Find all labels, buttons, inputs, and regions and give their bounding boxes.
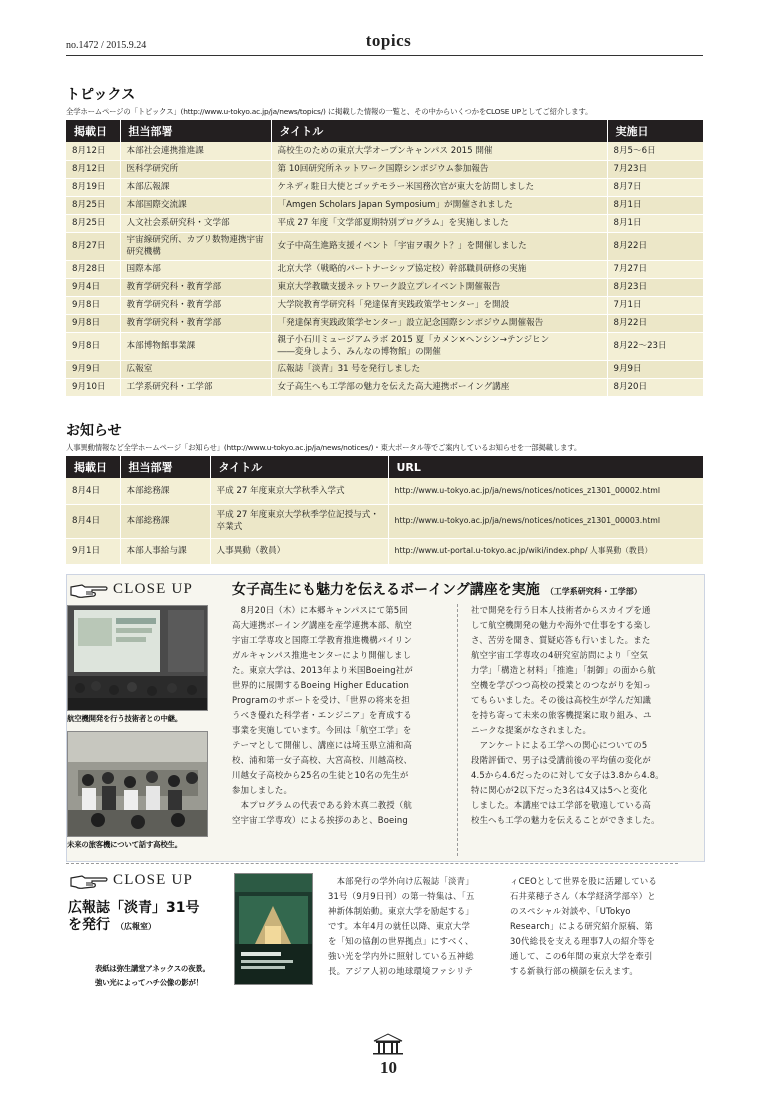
row-dept: 本部博物館事業課 [120,332,271,360]
row-dept: 教育学研究科・教育学部 [120,314,271,332]
row-event-date: 7月27日 [607,260,703,278]
table-row [66,160,703,178]
row-title: 東京大学教職支援ネットワーク設立プレイベント開催報告 [271,278,607,296]
row-date: 9月4日 [66,278,120,296]
topics-table-body [66,142,703,396]
row-date: 8月25日 [66,196,120,214]
row-dept: 宇宙線研究所、カブリ数物連携宇宙研究機構 [120,232,271,260]
photo1-caption: 航空機開発を行う技術者との中継。 [67,714,183,723]
page-number: 10 [380,1058,397,1077]
row-event-date: 8月1日 [607,196,703,214]
row-dept: 教育学研究科・教育学部 [120,296,271,314]
notices-table [66,456,703,565]
col-header-title: タイトル [210,456,388,478]
table-row [66,538,703,564]
lecture-hall-photo [67,605,208,711]
row-title: 平成 27 年度東京大学秋季学位記授与式・卒業式 [210,504,388,538]
row-title: 親子小石川ミュージアムラボ 2015 夏「カメン×ヘンシン→テンジヒン ――変身しよう、みんなの博物館」の開催 [271,332,607,360]
notices-table-body [66,478,703,564]
closeup-headline-dept: （工学系研究科・工学部） [545,587,642,596]
row-date: 8月4日 [66,504,120,538]
row-event-date: 9月9日 [607,360,703,378]
closeup2-column-2: ィCEOとして世界を股に活躍している 石井菜穂子さん（本学経済学部卒）と のスペシャル対談や、「UTokyo Research」による研究紹介原稿、第 30代総長を支える理事7人の紹介等を 通して、この6年間の東京大学を牽引 する新執行部の横顔を伝えます。 [510,876,657,976]
table-row [66,232,703,260]
table-row [66,278,703,296]
notices-title: お知らせ [66,423,122,439]
table-row [66,360,703,378]
row-url-link[interactable]: http://www.u-tokyo.ac.jp/ja/news/notices/notices_z1301_00003.html [388,504,703,538]
header-rule [66,55,703,56]
col-header-url: URL [388,456,703,478]
row-date: 8月27日 [66,232,120,260]
row-date: 9月9日 [66,360,120,378]
table-row [66,178,703,196]
gate-emblem-icon [370,1031,406,1055]
closeup1-column-2: 社で開発を行う日本人技術者からスカイプを通 して航空機開発の魅力や海外で仕事をする楽し さ、苦労を聞き、質疑応答も行いました。また 航空宇宙工学専攻の4研究室訪問により「空気 力学」「構造と材料」「推進」「制御」の面から航 空機を学びつつ高校の授業とのつながりを知っ てもらいました。その後は高校生が学んだ知識 を持ち寄って未来の旅客機提案に取り組み、ユ ニークな提案がなされました。 アンケートによる工学への関心についての5 段階評価で、男子は受講前後の平均値の変化が 4.5から4.6だったのに対して女子は3.8から4.8。 特に関心が2以下だった3名は4又は5へと変化 しました。本講座では工学部を敬遠している高 校生へも工学の魅力を伝えることができました。 [471,605,664,825]
row-url-link[interactable]: http://www.u-tokyo.ac.jp/ja/news/notices/notices_z1301_00002.html [388,478,703,504]
row-url-link[interactable]: http://www.ut-portal.u-tokyo.ac.jp/wiki/index.php/ 人事異動（教員） [388,538,703,564]
closeup-label: CLOSE UP [113,581,194,597]
magazine-title-line1: 広報誌「淡青」31号 [68,900,200,916]
row-title: 平成 27 年度東京大学秋季入学式 [210,478,388,504]
col-header-title: タイトル [271,120,607,142]
row-event-date: 7月1日 [607,296,703,314]
magazine-title-dept: （広報室） [116,922,156,931]
row-date: 9月10日 [66,378,120,396]
row-date: 9月8日 [66,314,120,332]
notices-table-header [66,456,703,478]
magazine-title [68,900,199,935]
col-header-date: 掲載日 [66,120,120,142]
col-header-event-date: 実施日 [607,120,703,142]
row-title: 広報誌「淡青」31 号を発行しました [271,360,607,378]
row-title: 第 10回研究所ネットワーク国際シンポジウム参加報告 [271,160,607,178]
closeup-headline [232,579,642,599]
row-title: 人事異動（教員） [210,538,388,564]
notices-subtitle: 人事異動情報など全学ホームページ「お知らせ」(http://www.u-tokyo.ac.jp/ja/news/notices/)・東大ポータル等でご案内しているお知らせを一部掲載します。 [66,443,582,452]
column-divider [457,604,458,856]
row-title: 大学院教育学研究科「発達保育実践政策学センター」を開設 [271,296,607,314]
row-date: 8月12日 [66,142,120,160]
row-date: 9月8日 [66,332,120,360]
row-event-date: 8月23日 [607,278,703,296]
closeup1-column-1: 8月20日（木）に本郷キャンパスにて第5回 高大連携ボーイング講座を産学連携本部、航空 宇宙工学専攻と国際工学教育推進機構バイリン ガルキャンパス推進センターにより開催しまし た。東京大学は、2013年より米国Boeing社が 世界的に展開するBoeing Higher Education Programのサポートを受け、「世界の将来を担 うべき優れた科学者・エンジニア」を育成する 事業を実施しています。今回は「航空工学」を テーマとして開催し、講座には埼玉県立浦和高 校、浦和第一女子高校、大宮高校、川越高校、 川越女子高校から25名の生徒と10名の先生が 参加しました。 本プログラムの代表である鈴木真二教授（航 空宇宙工学専攻）による挨拶のあと、Boeing [232,605,413,825]
topics-title: トピックス [66,87,136,103]
row-title: 女子中高生進路支援イベント「宇宙ヲ覗クト？」を開催しました [271,232,607,260]
row-date: 8月19日 [66,178,120,196]
issue-info: no.1472 / 2015.9.24 [66,40,147,51]
topics-subtitle: 全学ホームページの「トピックス」(http://www.u-tokyo.ac.jp/ja/news/topics/) に掲載した情報の一覧と、その中からいくつかをCLOSE UPとしてご紹介します。 [66,107,593,116]
row-dept: 本部広報課 [120,178,271,196]
row-event-date: 8月22日 [607,314,703,332]
magazine-cover-image [234,873,313,985]
row-dept: 本部社会連携推進課 [120,142,271,160]
row-title: ケネディ駐日大使とゴッテモラー米国務次官が東大を訪問しました [271,178,607,196]
row-dept: 教育学研究科・教育学部 [120,278,271,296]
closeup-headline-text: 女子高生にも魅力を伝えるボーイング講座を実施 [232,582,540,598]
page-header-title: topics [365,31,412,50]
row-title: 北京大学（戦略的パートナーシップ協定校）幹部職員研修の実施 [271,260,607,278]
magazine-title-line2: を発行 [68,917,110,933]
section-divider [66,863,678,864]
row-date: 8月28日 [66,260,120,278]
row-event-date: 8月1日 [607,214,703,232]
table-row [66,142,703,160]
pointing-hand-icon [70,582,108,600]
row-dept: 本部総務課 [120,504,210,538]
row-title: 「Amgen Scholars Japan Symposium」が開催されました [271,196,607,214]
closeup2-column-1: 本部発行の学外向け広報誌「淡青」 31号（9月9日刊）の第一特集は、「五 神新体制始動。東京大学を励起する」 です。本年4月の就任以降、東京大学 を「知の協創の世界拠点」にすべく、 強い光を学内外に照射している五神総 長。アジア人初の地球環境ファシリテ [328,876,475,976]
students-photo [67,731,208,837]
table-row [66,332,703,360]
row-title: 高校生のための東京大学オープンキャンパス 2015 開催 [271,142,607,160]
row-title: 「発達保育実践政策学センター」設立記念国際シンポジウム開催報告 [271,314,607,332]
row-event-date: 8月22日 [607,232,703,260]
row-title: 女子高生へも工学部の魅力を伝えた高大連携ボーイング講座 [271,378,607,396]
row-dept: 人文社会系研究科・文学部 [120,214,271,232]
row-date: 8月4日 [66,478,120,504]
row-dept: 広報室 [120,360,271,378]
row-dept: 工学系研究科・工学部 [120,378,271,396]
topics-table-header [66,120,703,142]
table-row [66,214,703,232]
row-event-date: 7月23日 [607,160,703,178]
col-header-dept: 担当部署 [120,120,271,142]
table-row [66,260,703,278]
row-dept: 本部人事給与課 [120,538,210,564]
row-dept: 医科学研究所 [120,160,271,178]
photo2-caption: 未来の旅客機について話す高校生。 [67,840,182,849]
pointing-hand-icon [70,873,108,891]
row-date: 9月1日 [66,538,120,564]
row-event-date: 8月5～6日 [607,142,703,160]
table-row [66,196,703,214]
row-title: 平成 27 年度「文学部夏期特別プログラム」を実施しました [271,214,607,232]
col-header-dept: 担当部署 [120,456,210,478]
closeup-label: CLOSE UP [113,872,194,888]
col-header-date: 掲載日 [66,456,120,478]
table-row [66,378,703,396]
row-date: 9月8日 [66,296,120,314]
table-row [66,296,703,314]
topics-table [66,120,703,397]
row-dept: 本部総務課 [120,478,210,504]
magazine-cover-caption: 表紙は弥生講堂アネックスの夜景。 強い光によってハチ公像の影が！ [95,964,210,987]
row-date: 8月25日 [66,214,120,232]
row-date: 8月12日 [66,160,120,178]
table-row [66,478,703,504]
row-event-date: 8月22～23日 [607,332,703,360]
row-event-date: 8月7日 [607,178,703,196]
row-event-date: 8月20日 [607,378,703,396]
row-dept: 本部国際交流課 [120,196,271,214]
table-row [66,504,703,538]
row-dept: 国際本部 [120,260,271,278]
table-row [66,314,703,332]
